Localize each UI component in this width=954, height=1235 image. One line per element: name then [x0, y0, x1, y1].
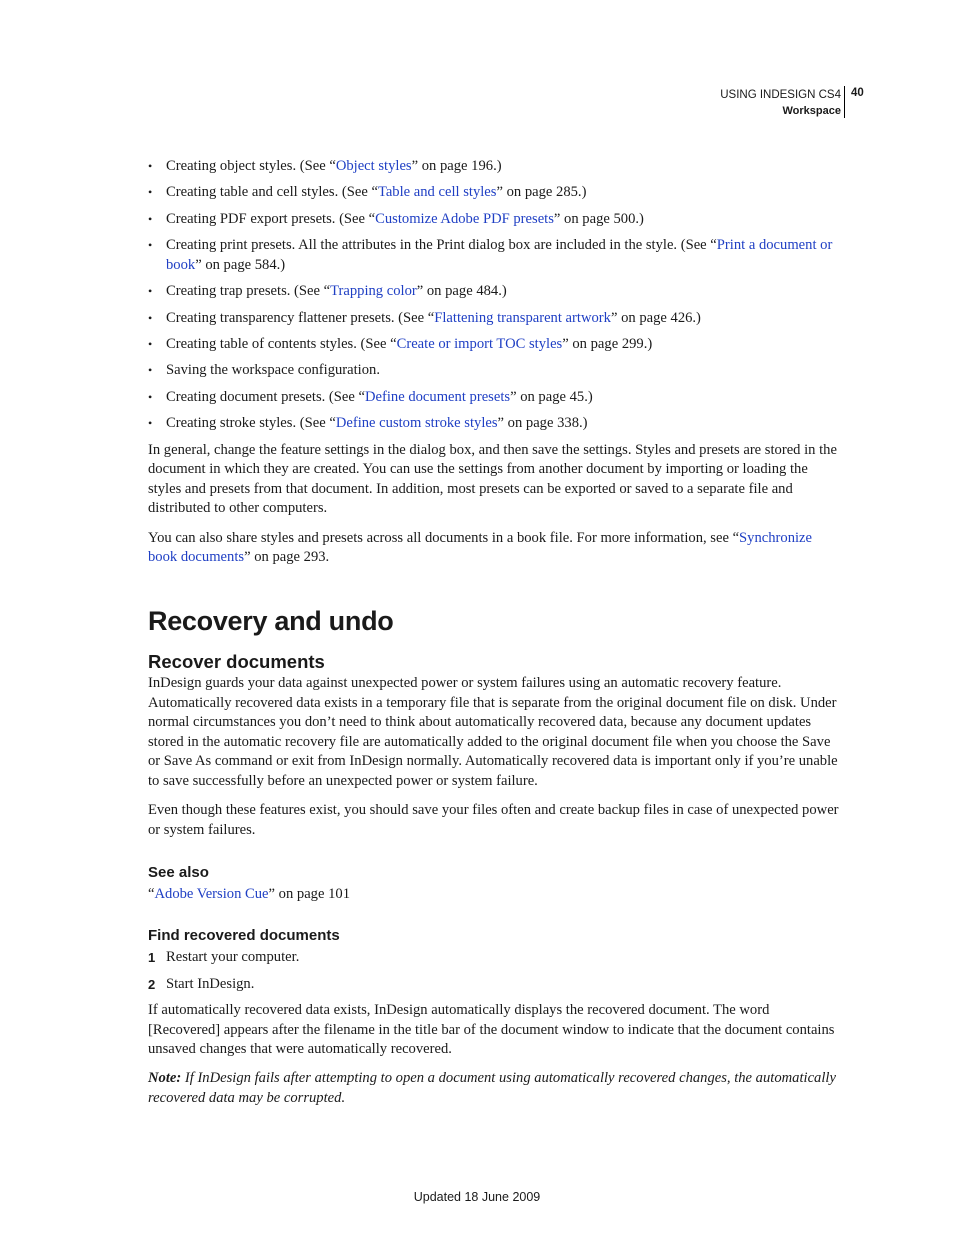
bullet-icon: •: [148, 284, 153, 299]
note: Note: If InDesign fails after attempting to open a document using automatically recovered changes, the automatically recovered data may be corrupted.: [148, 1070, 836, 1107]
bullet-icon: •: [148, 336, 153, 351]
note-label: Note:: [148, 1070, 182, 1087]
link-synchronize-book[interactable]: Synchronize book documents: [148, 529, 812, 566]
bullet-icon: •: [148, 238, 153, 253]
link-trapping-color[interactable]: Trapping color: [330, 283, 417, 300]
bullet-icon: •: [148, 389, 153, 404]
list-item: • Creating PDF export presets. (See “Customize Adobe PDF presets” on page 500.): [148, 210, 840, 230]
link-print-document[interactable]: Print a document or book: [166, 237, 833, 273]
see-also-link-line: “Adobe Version Cue” on page 101: [148, 885, 350, 902]
link-table-cell-styles[interactable]: Table and cell styles: [377, 184, 497, 201]
link-pdf-presets[interactable]: Customize Adobe PDF presets: [375, 210, 554, 227]
link-object-styles[interactable]: Object styles: [335, 158, 412, 174]
step-number: 1: [148, 949, 156, 965]
bullet-icon: •: [148, 363, 153, 378]
section-title: Recovery and undo: [148, 605, 394, 636]
page-content: [148, 157, 840, 1109]
link-toc-styles[interactable]: Create or import TOC styles: [396, 335, 563, 352]
bullet-icon: •: [148, 159, 153, 173]
see-also-heading: See also: [148, 864, 209, 882]
list-item: • Saving the workspace configuration.: [148, 361, 840, 381]
link-stroke-styles[interactable]: Define custom stroke styles: [335, 415, 498, 432]
subsection-title: Recover documents: [148, 651, 325, 673]
running-header: [720, 87, 841, 119]
recover-paragraph-2: Even though these features exist, you should save your files often and create backup files in case of unexpected power or system failures.: [148, 802, 839, 838]
bullet-icon: •: [148, 185, 153, 200]
step-number: 2: [148, 976, 156, 992]
footer-updated: Updated 18 June 2009: [413, 1190, 541, 1204]
intro-paragraph: In general, change the feature settings in the dialog box, and then save the settings. Styles and presets are stored in the document in which they are created. You can use the settings from another document by importing or loading the styles and presets from that document. In addition, most presets can be exported or saved to a separate file and distributed to other computers.: [148, 441, 837, 517]
list-item: • Creating document presets. (See “Define document presets” on page 45.): [148, 388, 840, 408]
link-version-cue[interactable]: Adobe Version Cue: [154, 885, 269, 902]
list-item: • Creating table and cell styles. (See “Table and cell styles” on page 285.): [148, 183, 840, 203]
find-paragraph: If automatically recovered data exists, InDesign automatically displays the recovered document. The word [Recovered] appears after the filename in the title bar of the document window to indicate that the document contains unsaved changes that were automatically recovered.: [148, 1002, 835, 1058]
list-item: • Creating transparency flattener presets. (See “Flattening transparent artwork” on page 426.): [148, 309, 840, 329]
bullet-icon: •: [148, 416, 153, 431]
list-item: • Creating stroke styles. (See “Define custom stroke styles” on page 338.): [148, 414, 840, 434]
bullet-icon: •: [148, 310, 153, 325]
page-number: 40: [851, 87, 864, 99]
header-section: Workspace: [782, 105, 841, 117]
list-item: • Creating object styles. (See “Object styles” on page 196.): [148, 157, 840, 177]
preset-list: [148, 157, 840, 434]
share-paragraph: You can also share styles and presets across all documents in a book file. For more information, see “Synchronize book documents” on page 293.: [148, 529, 812, 566]
step-item: 1 Restart your computer.: [148, 948, 840, 968]
find-heading: Find recovered documents: [148, 927, 340, 945]
header-divider: [844, 86, 845, 118]
link-document-presets[interactable]: Define document presets: [364, 388, 511, 405]
recover-paragraph-1: InDesign guards your data against unexpected power or system failures using an automatic recovery feature. Automatically recovered data exists in a temporary file that is separate from the original document file on disk. Under normal circumstances you don’t need to think about automatically recovered data, because any document updates stored in the automatic recovery file are automatically added to the original document file when you choose the Save or Save As command or exit from InDesign normally. Automatically recovered data is important only if you’re unable to save successfully before an unexpected power or system failure.: [148, 674, 838, 789]
bullet-icon: •: [148, 211, 153, 226]
header-title: USING INDESIGN CS4: [720, 89, 841, 101]
steps-list: [148, 948, 840, 994]
list-item: • Creating trap presets. (See “Trapping color” on page 484.): [148, 282, 840, 302]
step-item: 2 Start InDesign.: [148, 975, 840, 995]
list-item: • Creating table of contents styles. (See “Create or import TOC styles” on page 299.): [148, 335, 840, 355]
list-item: • Creating print presets. All the attributes in the Print dialog box are included in the style. (See “Print a document or book” on page 584.): [148, 237, 833, 273]
link-flattening[interactable]: Flattening transparent artwork: [434, 309, 611, 326]
